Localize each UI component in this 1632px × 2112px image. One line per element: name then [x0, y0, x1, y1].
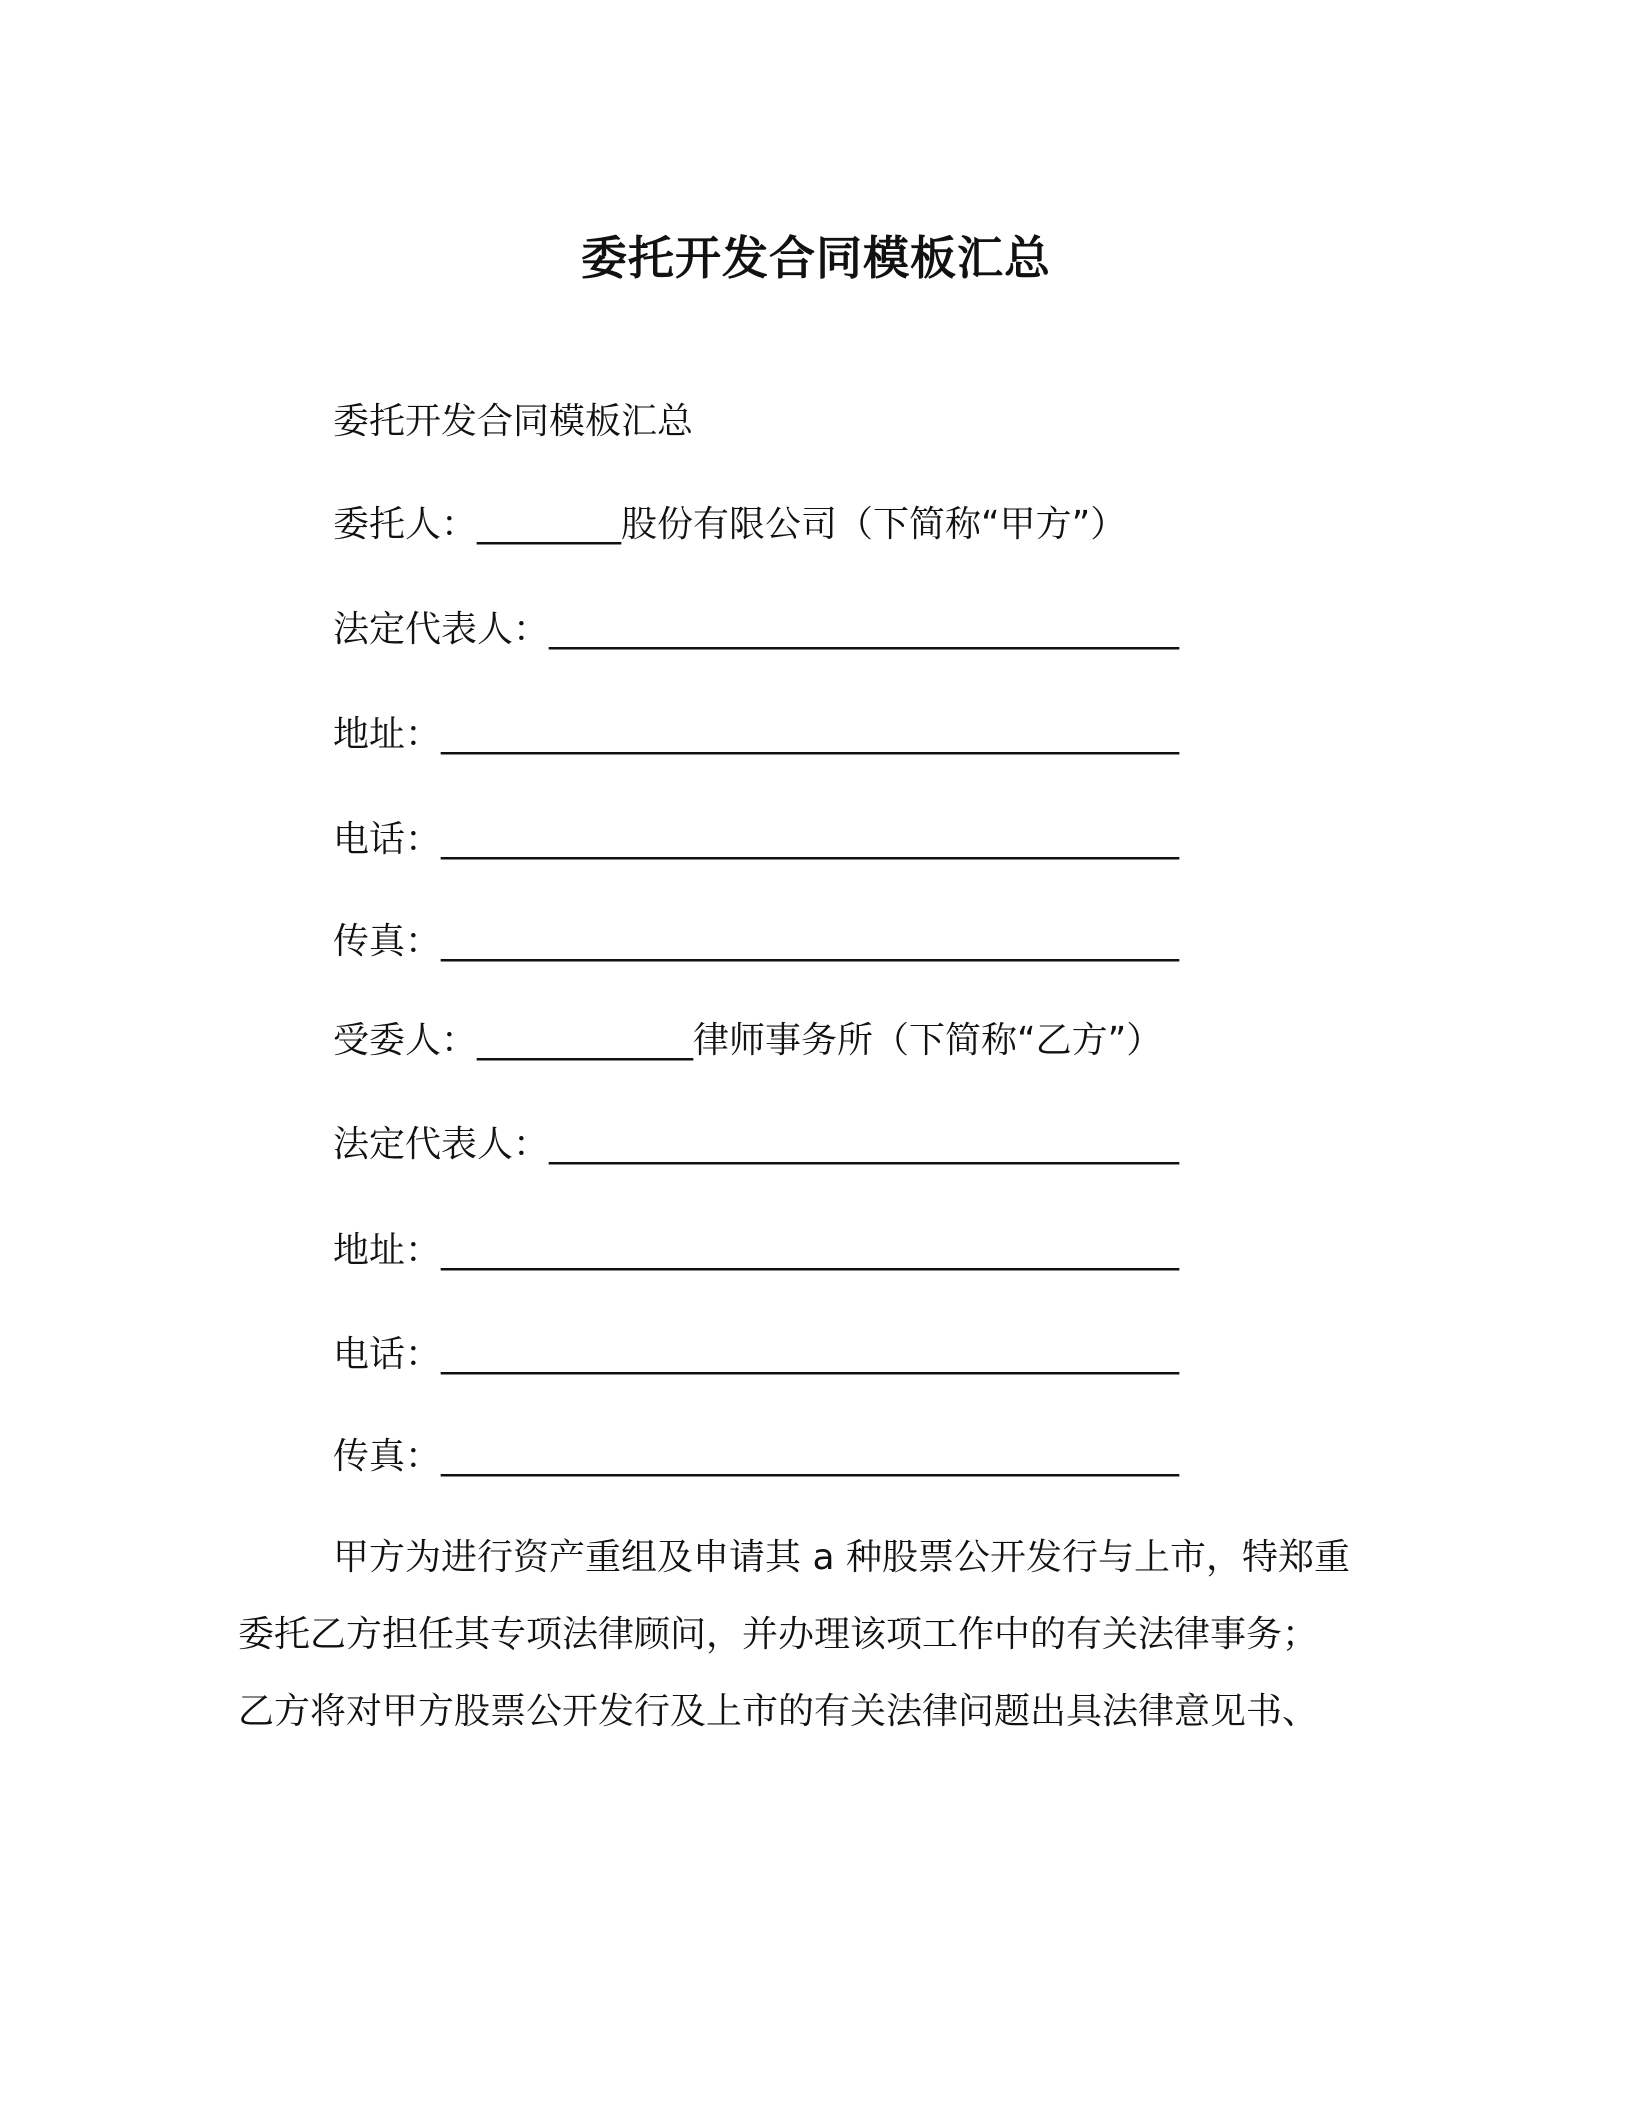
- party-b-legal-rep-line: 法定代表人：___________________________________: [333, 1124, 1180, 1165]
- party-a-legal-rep-line: 法定代表人：___________________________________: [333, 609, 1180, 650]
- party-b-address-line: 地址：_________________________________________: [333, 1230, 1180, 1271]
- party-b-trustee-line: 受委人：____________律师事务所（下简称“乙方”）: [333, 1020, 1163, 1061]
- body-paragraph-line: 甲方为进行资产重组及申请其 a 种股票公开发行与上市，特郑重: [333, 1537, 1350, 1578]
- subtitle: 委托开发合同模板汇总: [333, 401, 694, 442]
- body-paragraph-line: 委托乙方担任其专项法律顾问，并办理该项工作中的有关法律事务；: [238, 1614, 1319, 1655]
- party-a-client-line: 委托人：________股份有限公司（下简称“甲方”）: [333, 504, 1127, 545]
- party-a-phone-line: 电话：_________________________________________: [333, 819, 1180, 860]
- document-title: 委托开发合同模板汇总: [581, 231, 1051, 285]
- party-b-phone-line: 电话：_________________________________________: [333, 1334, 1180, 1375]
- party-a-address-line: 地址：_________________________________________: [333, 714, 1180, 755]
- body-paragraph-line: 乙方将对甲方股票公开发行及上市的有关法律问题出具法律意见书、: [238, 1691, 1319, 1732]
- party-a-fax-line: 传真：_________________________________________: [333, 921, 1180, 962]
- party-b-fax-line: 传真：_________________________________________: [333, 1436, 1180, 1477]
